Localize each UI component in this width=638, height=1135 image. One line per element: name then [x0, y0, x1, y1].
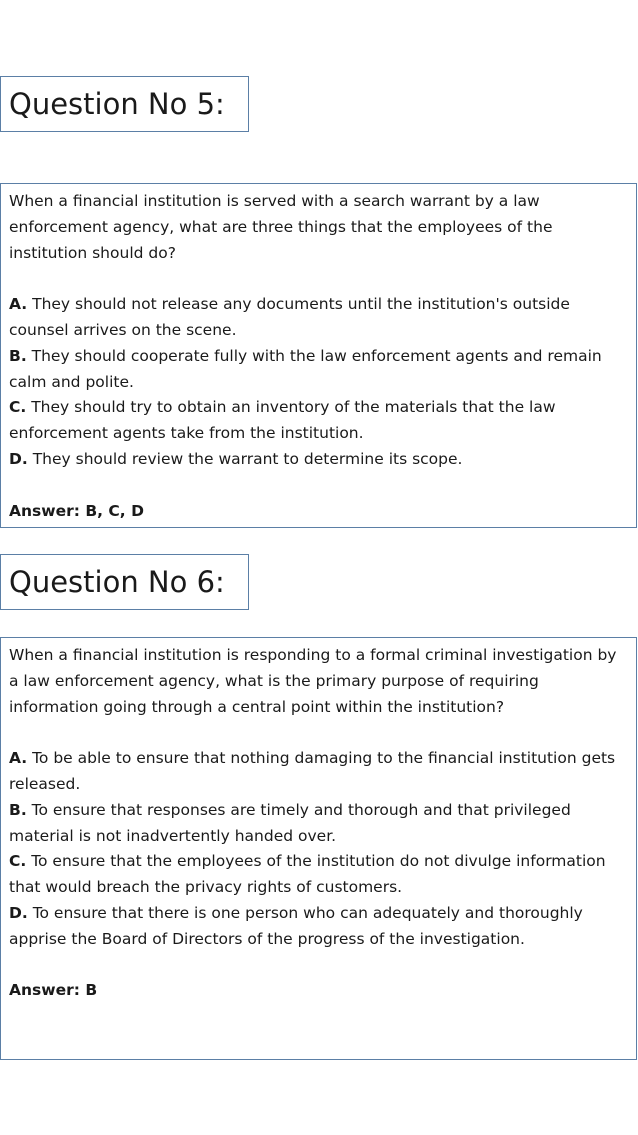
option-letter: C.: [9, 398, 27, 417]
question-6-option-c: [9, 849, 630, 901]
option-text: To ensure that responses are timely and thorough and that privileged material is not inadvertently handed over.: [9, 800, 571, 845]
question-5-option-b: [9, 344, 630, 396]
option-text: They should review the warrant to determine its scope.: [27, 449, 463, 468]
question-6-text: When a financial institution is responding to a formal criminal investigation by a law enforcement agency, what is the primary purpose of requiring information going through a central point within the institution?: [9, 646, 617, 716]
option-text: To be able to ensure that nothing damaging to the financial institution gets released.: [9, 749, 616, 793]
option-letter: C.: [9, 852, 27, 871]
question-5-box: [0, 183, 637, 528]
question-5-option-c: [9, 395, 630, 447]
question-6-answer: Answer: B: [9, 981, 98, 1000]
question-6-title: Question No 6:: [0, 554, 249, 610]
question-6-box: [0, 637, 637, 1060]
option-text: They should not release any documents until the institution's outside counsel arrives on the scene.: [9, 295, 570, 339]
option-letter: A.: [9, 749, 28, 768]
option-text: They should cooperate fully with the law enforcement agents and remain calm and polite.: [9, 346, 602, 391]
question-6-option-a: [9, 746, 630, 798]
question-5-title: Question No 5:: [0, 76, 249, 132]
option-letter: B.: [9, 346, 27, 365]
option-letter: B.: [9, 800, 27, 819]
question-6-option-d: [9, 901, 630, 953]
option-text: They should try to obtain an inventory of the materials that the law enforcement agents take from the institution.: [9, 398, 556, 443]
question-5-option-a: [9, 292, 630, 344]
question-5-option-d: [9, 447, 630, 473]
option-text: To ensure that the employees of the institution do not divulge information that would breach the privacy rights of customers.: [9, 852, 606, 897]
question-6-option-b: [9, 798, 630, 850]
option-letter: D.: [9, 903, 28, 922]
option-text: To ensure that there is one person who can adequately and thoroughly apprise the Board of Directors of the progress of the investigation.: [9, 903, 583, 948]
question-5-text: When a financial institution is served with a search warrant by a law enforcement agency, what are three things that the employees of the institution should do?: [9, 192, 553, 262]
option-letter: A.: [9, 295, 28, 314]
question-5-answer: Answer: B, C, D: [9, 501, 144, 520]
option-letter: D.: [9, 449, 28, 468]
